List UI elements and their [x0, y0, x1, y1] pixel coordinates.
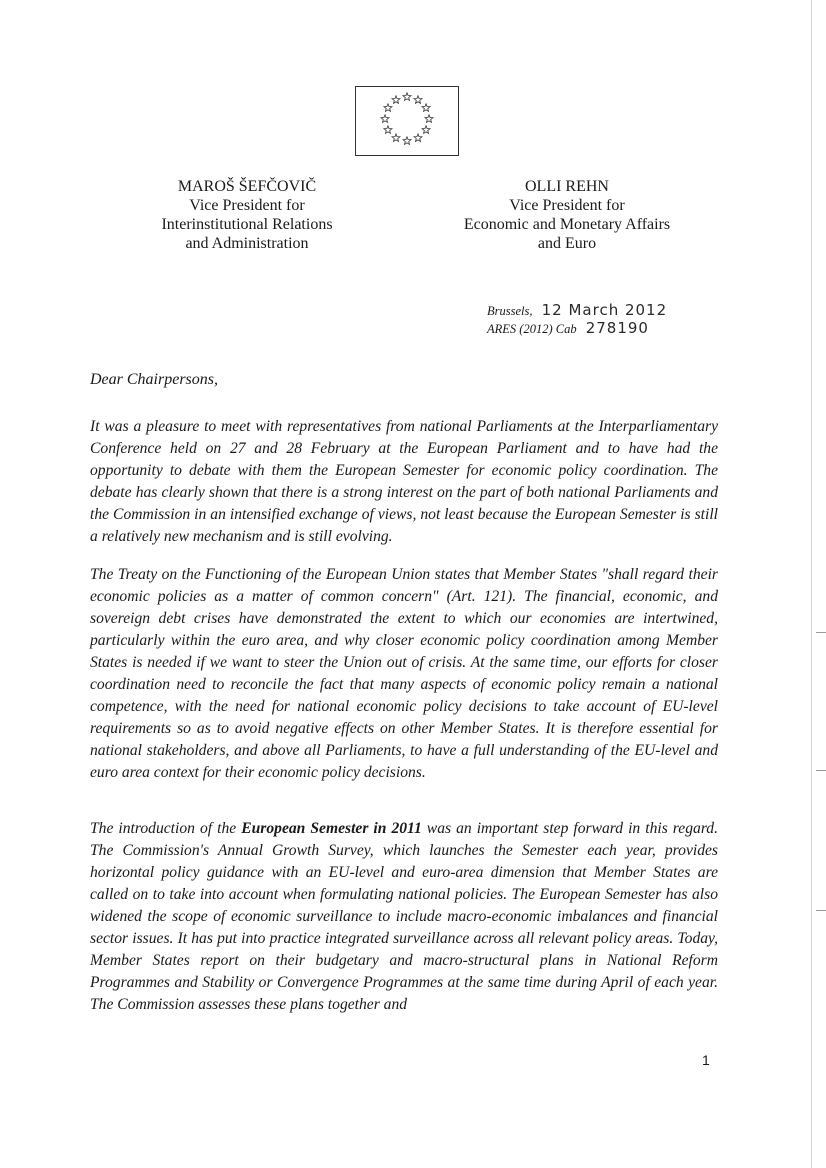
ares-label: ARES (2012) Cab: [487, 322, 577, 336]
signatory-name: MAROŠ ŠEFČOVIČ: [177, 178, 317, 195]
star-icon: [422, 104, 430, 112]
handwritten-number: 278190: [585, 319, 649, 337]
page-number: 1: [702, 1052, 710, 1068]
scan-edge-line: [811, 0, 812, 1168]
signatory-right: [437, 177, 697, 253]
signatory-title: Interinstitutional Relations: [161, 216, 333, 233]
signatory-title: Vice President for: [509, 197, 625, 214]
date-line: [487, 302, 667, 320]
paragraph-3: [90, 818, 718, 1016]
scan-edge-tick: [816, 910, 826, 911]
signatory-title: and Administration: [185, 235, 309, 252]
place-label: Brussels,: [487, 304, 533, 318]
paragraph-3-text: The introduction of the: [90, 820, 242, 837]
star-icon: [414, 134, 422, 142]
paragraph-3-emphasis: European Semester in 2011: [241, 820, 422, 837]
ares-line: [487, 320, 667, 338]
handwritten-date: 12 March 2012: [541, 301, 668, 319]
signatory-title: Vice President for: [189, 197, 305, 214]
signatory-title: Economic and Monetary Affairs: [463, 216, 671, 233]
paragraph-2: The Treaty on the Functioning of the European Union states that Member States "shall regard their economic policies as a matter of common concern" (Art. 121). The financial, economic, and sovereign debt crises have demonstrated the extent to which our economies are intertwined, particularly within the euro area, and why closer economic policy coordination among Member States is needed if we want to steer the Union out of crisis. At the same time, our efforts for closer coordination need to reconcile the fact that many aspects of economic policy remain a national competence, with the need for national economic policy decisions to take account of EU-level requirements so as to avoid negative effects on other Member States. It is therefore essential for national stakeholders, and above all Parliaments, to have a full understanding of the EU-level and euro area context for their economic policy decisions.: [90, 566, 718, 781]
star-icon: [425, 115, 433, 123]
star-icon: [403, 93, 411, 101]
star-icon: [414, 96, 422, 104]
reference-block: [487, 302, 667, 338]
signatory-left: [117, 177, 377, 253]
star-icon: [392, 96, 400, 104]
paragraph-1: It was a pleasure to meet with representatives from national Parliaments at the Interparliamentary Conference held on 27 and 28 February at the European Parliament and to have had the opportunity to debate with them the European Semester for economic policy coordination. The debate has clearly shown that there is a strong interest on the part of both national Parliaments and the Commission in an intensified exchange of views, not least because the European Semester is still a relatively new mechanism and is still evolving.: [90, 418, 718, 545]
star-icon: [403, 137, 411, 145]
star-icon: [384, 126, 392, 134]
star-icon: [392, 134, 400, 142]
signatory-title: and Euro: [537, 235, 597, 252]
scan-edge-tick: [816, 770, 826, 771]
star-icon: [384, 104, 392, 112]
scan-edge-tick: [816, 632, 826, 633]
star-icon: [381, 115, 389, 123]
signatory-name: OLLI REHN: [525, 178, 609, 195]
star-icon: [422, 126, 430, 134]
salutation: Dear Chairpersons,: [90, 371, 219, 388]
paragraph-3-text: was an important step forward in this regard. The Commission's Annual Growth Survey, which launches the Semester each year, provides horizontal policy guidance with an EU-level and euro-area dimension that Member States are called on to take into account when formulating national policies. The European Semester has also widened the scope of economic surveillance to include macro-economic imbalances and financial sector issues. It has put into practice integrated surveillance across all relevant policy areas. Today, Member States report on their budgetary and macro-structural plans in National Reform Programmes and Stability or Convergence Programmes at the same time during April of each year. The Commission assesses these plans together and: [90, 820, 719, 1013]
eu-flag-icon: [356, 87, 458, 155]
eu-flag-emblem: [355, 86, 459, 156]
